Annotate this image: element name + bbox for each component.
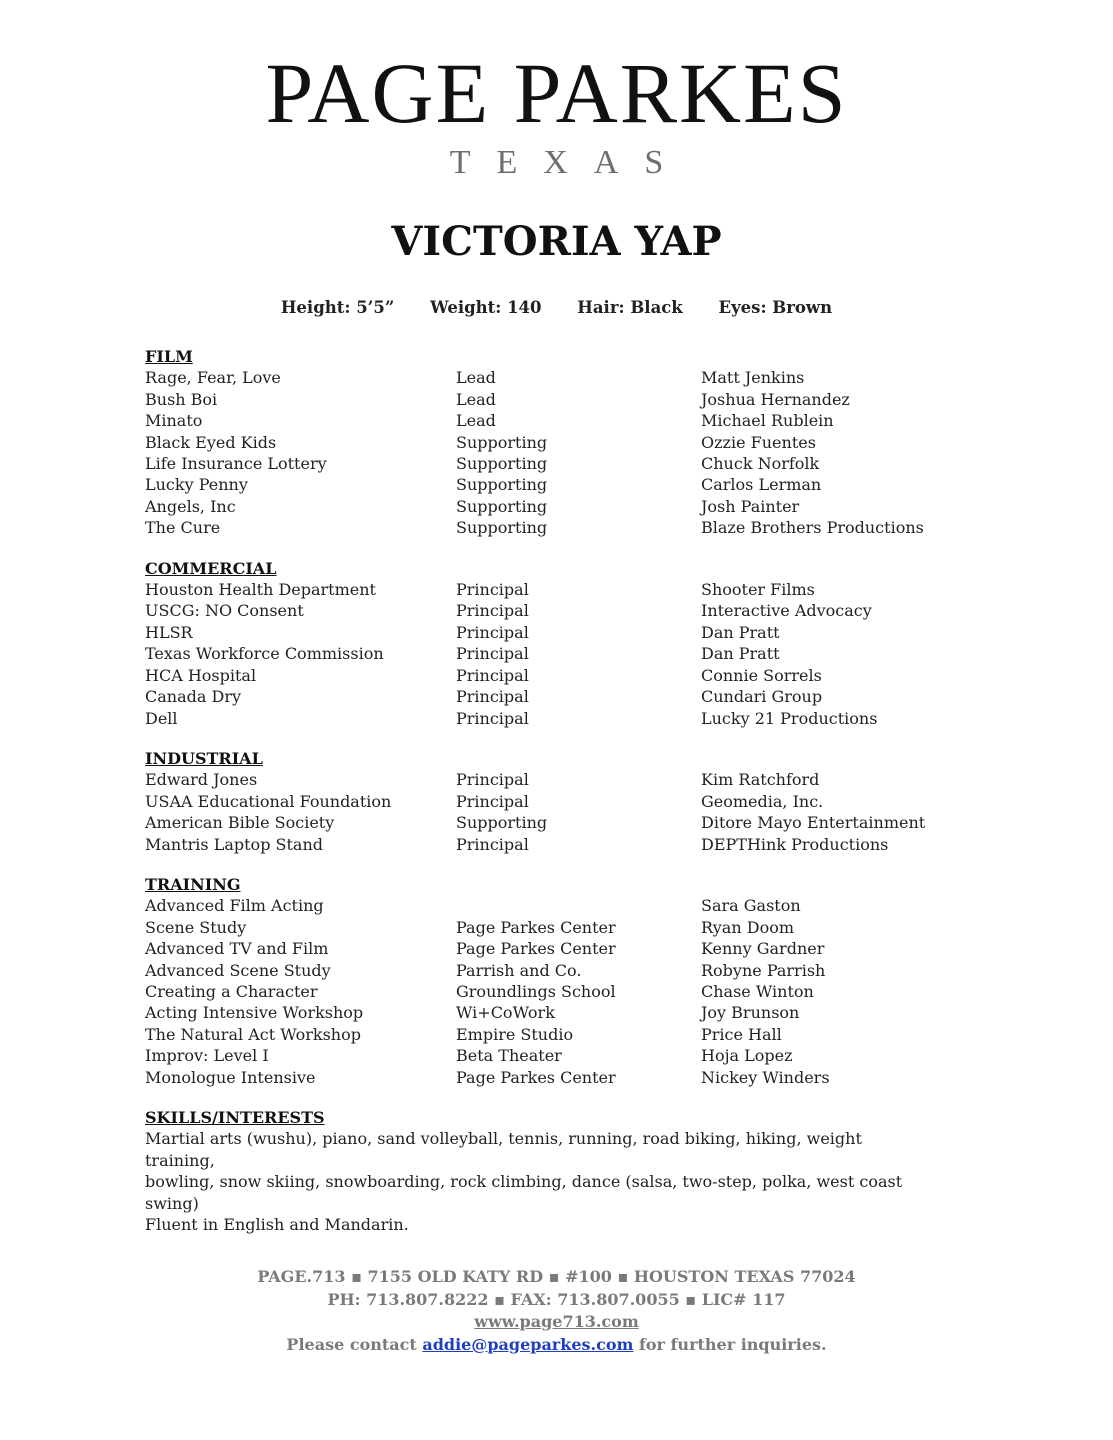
credit-row bbox=[145, 708, 945, 729]
credit-row bbox=[145, 1024, 945, 1045]
credit-director: DEPTHink Productions bbox=[701, 834, 889, 854]
credit-director: Kim Ratchford bbox=[701, 770, 820, 790]
credit-role: Lead bbox=[456, 411, 496, 431]
credit-row bbox=[145, 600, 945, 621]
credit-row bbox=[145, 517, 945, 538]
credit-director: Cundari Group bbox=[701, 687, 823, 707]
credit-title: Dell bbox=[145, 708, 178, 728]
credit-row bbox=[145, 686, 945, 707]
credit-director: Blaze Brothers Productions bbox=[701, 518, 924, 538]
agency-name: PAGE PARKES bbox=[265, 45, 848, 141]
credit-director: Price Hall bbox=[701, 1024, 782, 1044]
credit-row bbox=[145, 895, 945, 916]
credit-role: Beta Theater bbox=[456, 1046, 562, 1066]
credit-role: Supporting bbox=[456, 475, 548, 495]
credit-role bbox=[456, 895, 701, 916]
credit-role: Page Parkes Center bbox=[456, 1067, 616, 1087]
actor-name: VICTORIA YAP bbox=[391, 218, 722, 265]
commercial-rows bbox=[145, 579, 945, 729]
credit-row bbox=[145, 665, 945, 686]
credit-director: Hoja Lopez bbox=[701, 1046, 793, 1066]
credit-title: Scene Study bbox=[145, 917, 247, 937]
credit-director: Dan Pratt bbox=[701, 644, 780, 664]
section-title-film: FILM bbox=[145, 347, 193, 366]
credit-director: Joshua Hernandez bbox=[701, 389, 850, 409]
credit-title: Canada Dry bbox=[145, 687, 242, 707]
credit-director: Matt Jenkins bbox=[701, 368, 805, 388]
footer-phone: PH: 713.807.8222 ▪ FAX: 713.807.0055 ▪ LIC# 117 bbox=[327, 1289, 786, 1309]
credit-role: Principal bbox=[456, 601, 529, 621]
credit-director: Connie Sorrels bbox=[701, 665, 822, 685]
footer-website-link[interactable]: www.page713.com bbox=[474, 1312, 639, 1331]
weight-stat: Weight: 140 bbox=[430, 298, 542, 317]
credit-title: Advanced Film Acting bbox=[145, 896, 324, 916]
section-skills bbox=[145, 1107, 945, 1235]
credit-role: Principal bbox=[456, 791, 529, 811]
credit-role: Supporting bbox=[456, 432, 548, 452]
credit-director: Ozzie Fuentes bbox=[701, 432, 816, 452]
section-title-industrial: INDUSTRIAL bbox=[145, 748, 263, 768]
credit-role: Parrish and Co. bbox=[456, 960, 582, 980]
credit-director: Sara Gaston bbox=[701, 896, 801, 916]
credit-row bbox=[145, 622, 945, 643]
stats-line bbox=[0, 298, 1113, 317]
credit-title: The Cure bbox=[145, 518, 221, 538]
credit-director: Carlos Lerman bbox=[701, 475, 822, 495]
credit-row bbox=[145, 938, 945, 959]
credit-title: HCA Hospital bbox=[145, 665, 257, 685]
contact-email-link[interactable]: addie@pageparkes.com bbox=[422, 1334, 634, 1354]
credit-role: Groundlings School bbox=[456, 981, 616, 1001]
credit-row bbox=[145, 579, 945, 600]
credit-role: Principal bbox=[456, 834, 529, 854]
credit-director: Nickey Winders bbox=[701, 1067, 830, 1087]
credit-title: HLSR bbox=[145, 622, 193, 642]
credit-row bbox=[145, 367, 945, 388]
credit-row bbox=[145, 389, 945, 410]
credit-title: Lucky Penny bbox=[145, 475, 248, 495]
credit-row bbox=[145, 1002, 945, 1023]
footer-contact bbox=[0, 1334, 1113, 1357]
credit-role: Principal bbox=[456, 622, 529, 642]
credit-row bbox=[145, 981, 945, 1002]
credit-role: Principal bbox=[456, 665, 529, 685]
footer-contact-suffix: for further inquiries. bbox=[633, 1334, 827, 1354]
credit-title: Creating a Character bbox=[145, 981, 318, 1001]
credit-director: Geomedia, Inc. bbox=[701, 791, 824, 811]
credit-row bbox=[145, 812, 945, 833]
credit-role: Principal bbox=[456, 708, 529, 728]
credit-director: Robyne Parrish bbox=[701, 960, 826, 980]
credit-title: Mantris Laptop Stand bbox=[145, 834, 323, 854]
credit-role: Principal bbox=[456, 687, 529, 707]
film-rows bbox=[145, 367, 945, 538]
credit-title: Life Insurance Lottery bbox=[145, 454, 327, 474]
credit-title: Angels, Inc bbox=[145, 496, 236, 516]
credit-role: Principal bbox=[456, 580, 529, 600]
section-commercial bbox=[145, 558, 945, 729]
credit-director: Michael Rublein bbox=[701, 411, 834, 431]
credit-role: Wi+CoWork bbox=[456, 1003, 555, 1023]
resume-content bbox=[145, 346, 945, 1254]
credit-title: Houston Health Department bbox=[145, 580, 376, 600]
credit-title: USCG: NO Consent bbox=[145, 601, 304, 621]
credit-role: Page Parkes Center bbox=[456, 939, 616, 959]
credit-role: Lead bbox=[456, 368, 496, 388]
skills-line: Martial arts (wushu), piano, sand volleyball, tennis, running, road biking, hiking, weight training, bbox=[145, 1129, 862, 1170]
section-film bbox=[145, 346, 945, 539]
footer-address: PAGE.713 ▪ 7155 OLD KATY RD ▪ #100 ▪ HOUSTON TEXAS 77024 bbox=[257, 1267, 856, 1286]
credit-role: Page Parkes Center bbox=[456, 917, 616, 937]
credit-title: Improv: Level I bbox=[145, 1046, 269, 1066]
credit-row bbox=[145, 769, 945, 790]
credit-row bbox=[145, 917, 945, 938]
training-rows bbox=[145, 895, 945, 1088]
credit-role: Supporting bbox=[456, 518, 548, 538]
credit-title: Advanced Scene Study bbox=[145, 960, 331, 980]
agency-region: TEXAS bbox=[449, 144, 690, 181]
credit-row bbox=[145, 496, 945, 517]
credit-title: Advanced TV and Film bbox=[145, 939, 329, 959]
credit-title: American Bible Society bbox=[145, 813, 335, 833]
credit-director: Ditore Mayo Entertainment bbox=[701, 813, 926, 833]
section-training bbox=[145, 874, 945, 1088]
height-stat: Height: 5’5” bbox=[280, 298, 395, 317]
credit-row bbox=[145, 834, 945, 855]
credit-director: Lucky 21 Productions bbox=[701, 708, 878, 728]
credit-title: Minato bbox=[145, 411, 203, 431]
credit-row bbox=[145, 960, 945, 981]
footer-contact-prefix: Please contact bbox=[286, 1334, 423, 1354]
credit-row bbox=[145, 1067, 945, 1088]
credit-row bbox=[145, 643, 945, 664]
skills-line: Fluent in English and Mandarin. bbox=[145, 1215, 409, 1235]
footer bbox=[0, 1266, 1113, 1356]
credit-title: Rage, Fear, Love bbox=[145, 368, 281, 388]
credit-row bbox=[145, 474, 945, 495]
credit-director: Chuck Norfolk bbox=[701, 454, 820, 474]
credit-title: USAA Educational Foundation bbox=[145, 791, 392, 811]
credit-role: Supporting bbox=[456, 813, 548, 833]
credit-director: Joy Brunson bbox=[701, 1003, 800, 1023]
section-title-training: TRAINING bbox=[145, 874, 241, 894]
credit-director: Interactive Advocacy bbox=[701, 601, 872, 621]
credit-title: Edward Jones bbox=[145, 770, 258, 790]
hair-stat: Hair: Black bbox=[577, 298, 683, 317]
skills-line: bowling, snow skiing, snowboarding, rock climbing, dance (salsa, two-step, polka, west coast swing) bbox=[145, 1172, 903, 1213]
credit-role: Lead bbox=[456, 389, 496, 409]
credit-title: Texas Workforce Commission bbox=[145, 644, 384, 664]
credit-director: Shooter Films bbox=[701, 580, 815, 600]
credit-role: Supporting bbox=[456, 496, 548, 516]
credit-title: The Natural Act Workshop bbox=[145, 1024, 361, 1044]
industrial-rows bbox=[145, 769, 945, 855]
credit-title: Monologue Intensive bbox=[145, 1067, 316, 1087]
credit-title: Bush Boi bbox=[145, 389, 218, 409]
section-title-skills: SKILLS/INTERESTS bbox=[145, 1108, 325, 1127]
credit-row bbox=[145, 453, 945, 474]
credit-row bbox=[145, 791, 945, 812]
credit-director: Josh Painter bbox=[701, 496, 800, 516]
credit-director: Ryan Doom bbox=[701, 917, 794, 937]
credit-director: Kenny Gardner bbox=[701, 939, 825, 959]
credit-row bbox=[145, 432, 945, 453]
credit-row bbox=[145, 410, 945, 431]
credit-director: Dan Pratt bbox=[701, 622, 780, 642]
credit-role: Supporting bbox=[456, 454, 548, 474]
credit-role: Principal bbox=[456, 644, 529, 664]
credit-role: Principal bbox=[456, 770, 529, 790]
section-industrial bbox=[145, 748, 945, 855]
section-title-commercial: COMMERCIAL bbox=[145, 558, 277, 578]
credit-row bbox=[145, 1045, 945, 1066]
eyes-stat: Eyes: Brown bbox=[718, 298, 833, 317]
credit-role: Empire Studio bbox=[456, 1024, 574, 1044]
credit-title: Black Eyed Kids bbox=[145, 432, 277, 452]
credit-director: Chase Winton bbox=[701, 981, 814, 1001]
credit-title: Acting Intensive Workshop bbox=[145, 1003, 364, 1023]
